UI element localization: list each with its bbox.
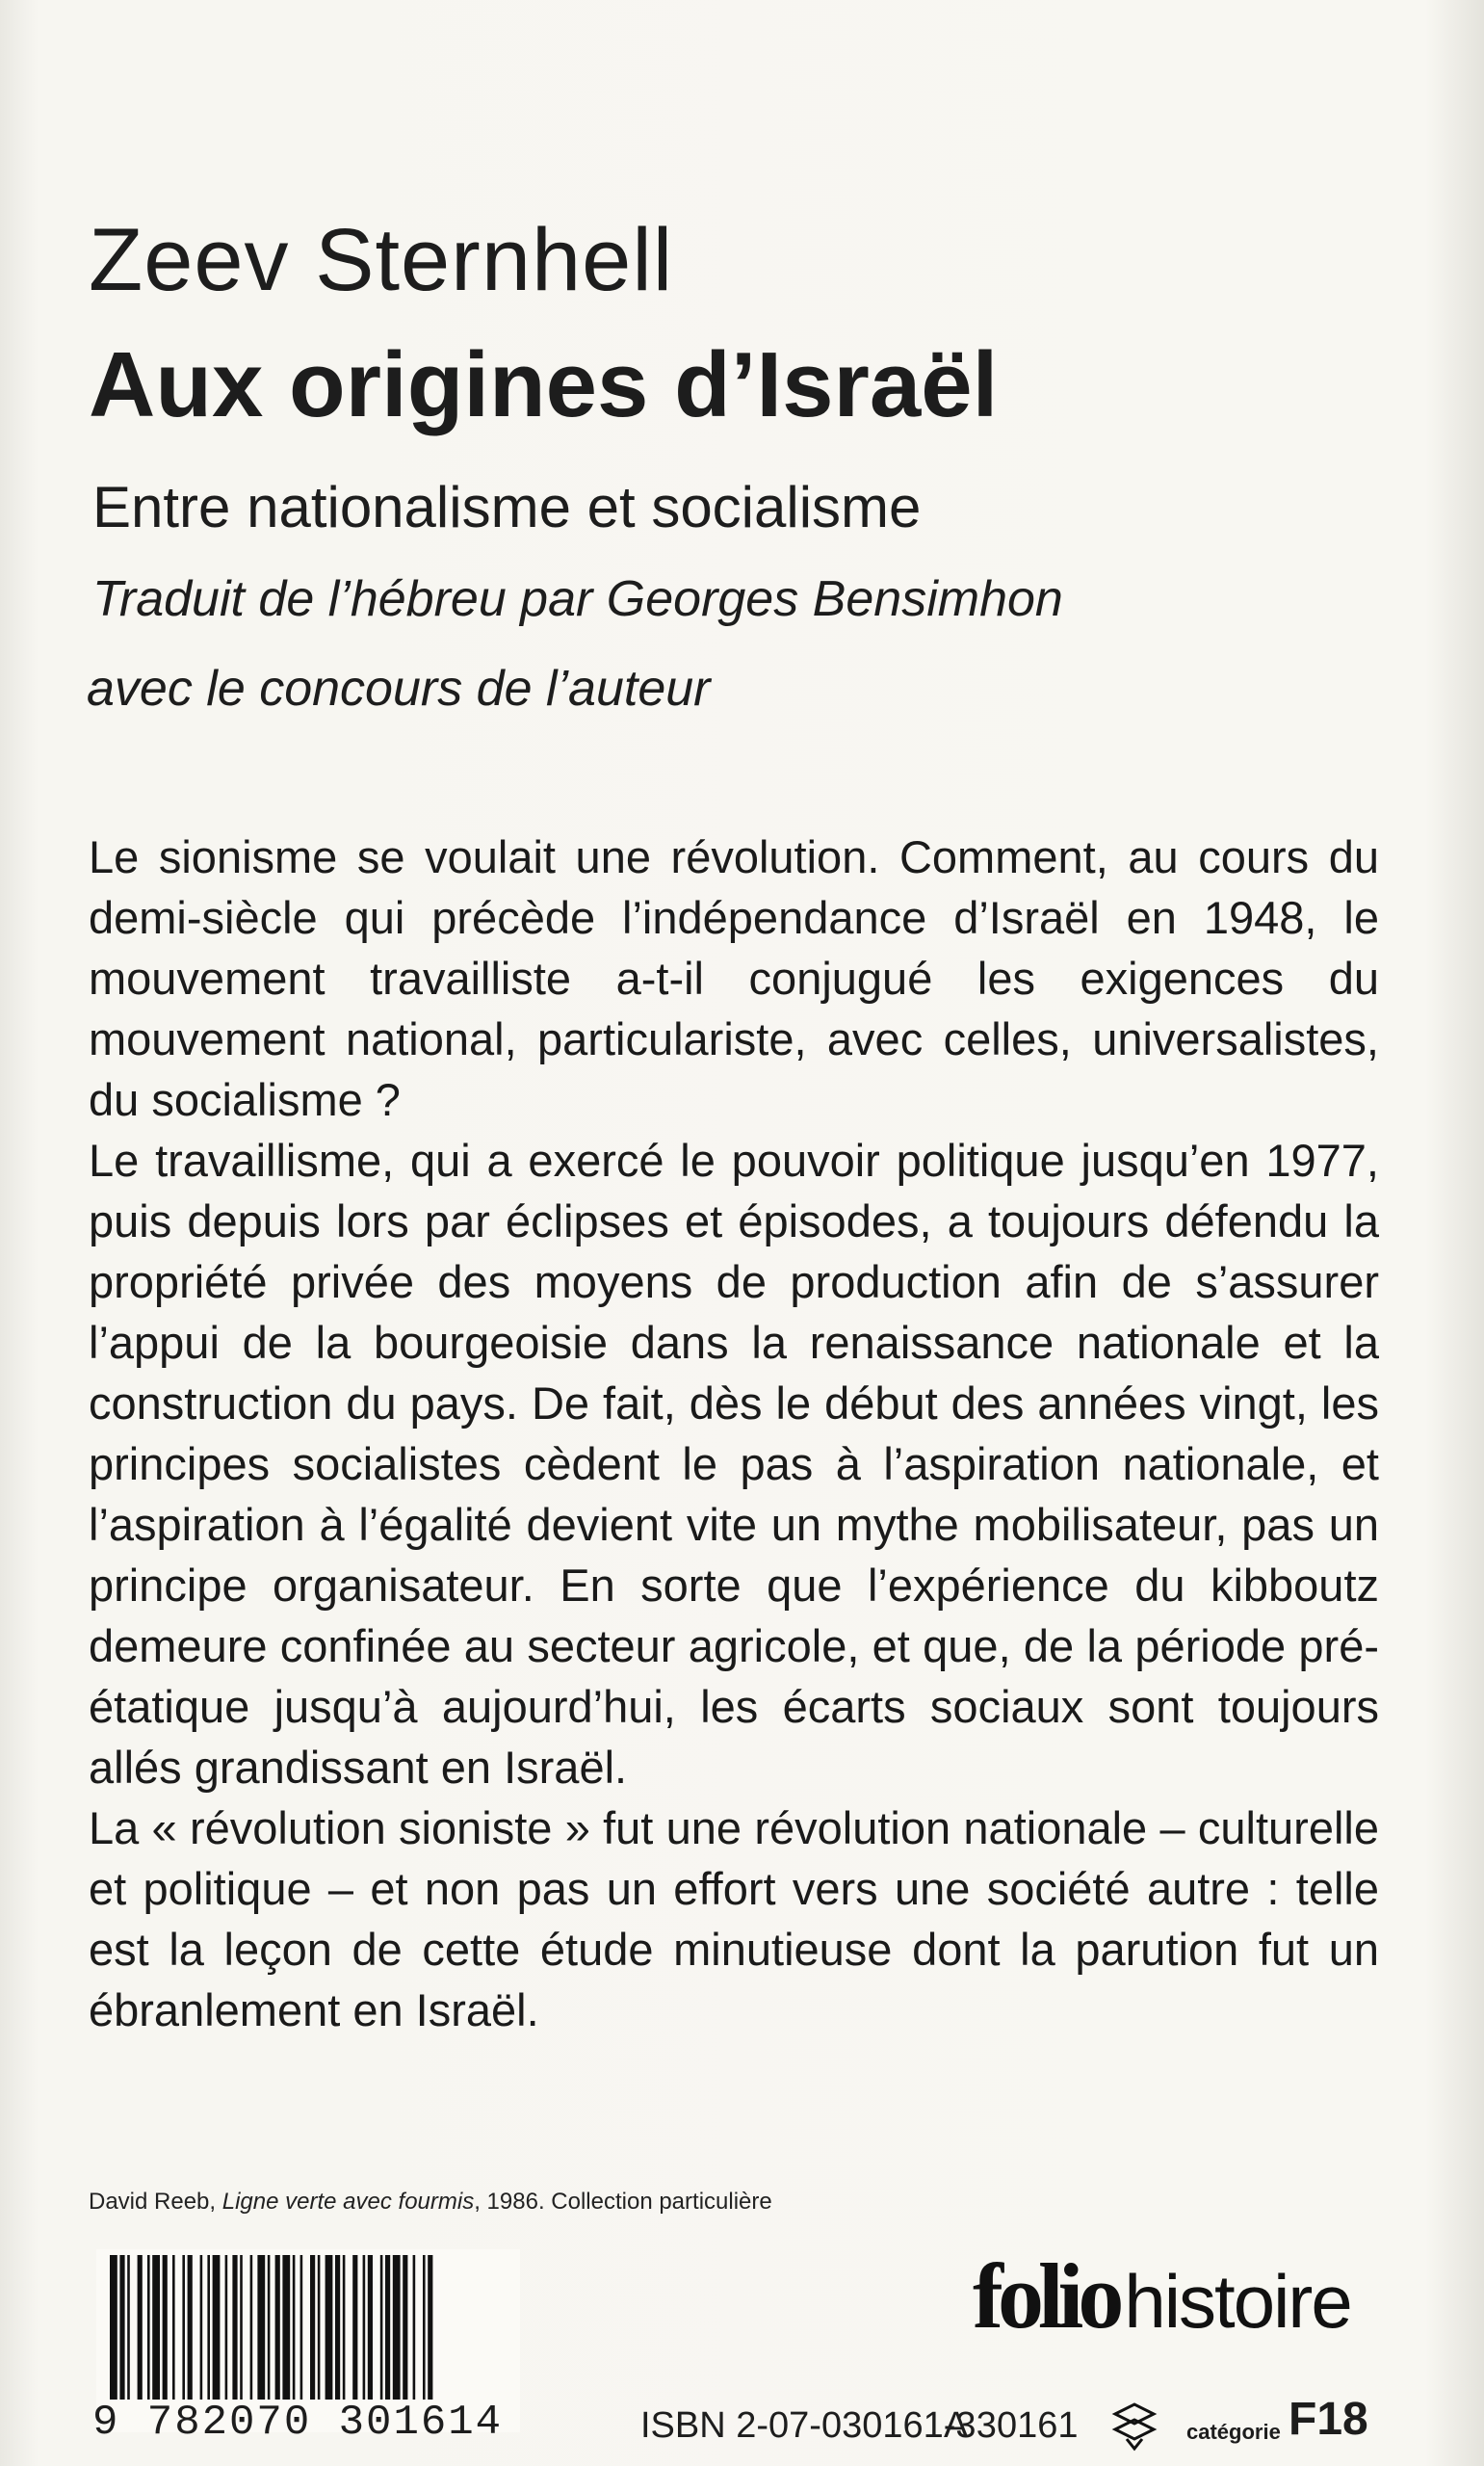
blurb-text bbox=[89, 826, 1379, 2040]
barcode-bar bbox=[385, 2255, 390, 2400]
barcode-bar bbox=[188, 2255, 193, 2400]
barcode-bar bbox=[138, 2255, 143, 2400]
barcode-bar bbox=[325, 2255, 333, 2400]
barcode-bar bbox=[293, 2255, 296, 2400]
barcode-bar bbox=[300, 2255, 303, 2400]
logo-histoire: histoire bbox=[1124, 2259, 1351, 2344]
barcode-bar bbox=[343, 2255, 346, 2400]
translator-line-2: avec le concours de l’auteur bbox=[87, 661, 711, 717]
barcode-bar bbox=[368, 2255, 373, 2400]
blurb-paragraph-2: Le travaillisme, qui a exercé le pouvoir politique jusqu’en 1977, puis depuis lors par éclipses et épisodes, a toujours défendu la propriété privée des moyens de production afin de s’assurer l’appui de la bourgeoisie dans la renaissance nationale et la construction du pays. De fait, dès le début des années vingt, les principes socialistes cèdent le pas à l’aspiration nationale, et l’aspiration à l’égalité devient vite un mythe mobilisateur, pas un principe organisateur. En sorte que l’expérience du kibboutz demeure confinée au secteur agricole, et que, de la période pré-étatique jusqu’à aujourd’hui, les écarts sociaux sont toujours allés grandissant en Israël. bbox=[89, 1135, 1379, 1793]
book-subtitle: Entre nationalisme et socialisme bbox=[92, 475, 922, 539]
gallimard-seal-icon bbox=[1106, 2397, 1163, 2454]
author-name: Zeev Sternhell bbox=[89, 211, 674, 309]
barcode-bar bbox=[119, 2255, 124, 2400]
barcode-bar bbox=[423, 2255, 426, 2400]
translator-line: Traduit de l’hébreu par Georges Bensimhon bbox=[92, 571, 1063, 627]
blurb-paragraph-3: La « révolution sioniste » fut une révolution nationale – culturelle et politique – et non pas un effort vers une société autre : telle est la leçon de cette étude minutieuse dont la parution fut un ébranlement en Israël. bbox=[89, 1802, 1379, 2035]
barcode-bar bbox=[282, 2255, 290, 2400]
credit-collection: , 1986. Collection particulière bbox=[474, 2189, 772, 2215]
barcode-bar bbox=[393, 2255, 401, 2400]
barcode-bar bbox=[268, 2255, 271, 2400]
cover-art-credit bbox=[89, 2189, 772, 2216]
barcode-bar bbox=[335, 2255, 340, 2400]
barcode-bar bbox=[310, 2255, 315, 2400]
barcode-bar bbox=[275, 2255, 280, 2400]
barcode-bar bbox=[380, 2255, 383, 2400]
barcode-bar bbox=[363, 2255, 366, 2400]
barcode-bar bbox=[318, 2255, 321, 2400]
category-code: F18 bbox=[1289, 2394, 1368, 2445]
credit-artist: David Reeb, bbox=[89, 2189, 222, 2215]
barcode-bar bbox=[428, 2255, 432, 2400]
barcode-bar bbox=[163, 2255, 168, 2400]
logo-folio: folio bbox=[973, 2244, 1119, 2348]
barcode-bar bbox=[403, 2255, 407, 2400]
product-code: A 30161 bbox=[944, 2405, 1079, 2446]
barcode-bar bbox=[250, 2255, 253, 2400]
publisher-logo bbox=[973, 2243, 1351, 2349]
book-title: Aux origines d’Israël bbox=[89, 333, 999, 436]
barcode-bar bbox=[207, 2255, 210, 2400]
barcode-bar bbox=[413, 2255, 416, 2400]
barcode-digits: 9 782070 301614 bbox=[92, 2399, 504, 2447]
isbn-number: ISBN 2-07-030161-3 bbox=[640, 2405, 976, 2446]
barcode-bar bbox=[110, 2255, 117, 2400]
barcode-bar bbox=[257, 2255, 265, 2400]
barcode-bar bbox=[200, 2255, 203, 2400]
barcode-bar bbox=[352, 2255, 357, 2400]
credit-work-title: Ligne verte avec fourmis bbox=[221, 2189, 475, 2215]
barcode-bar bbox=[213, 2255, 221, 2400]
barcode-bar bbox=[182, 2255, 185, 2400]
barcode-bar bbox=[225, 2255, 228, 2400]
barcode-bar bbox=[127, 2255, 130, 2400]
barcode-bar bbox=[232, 2255, 237, 2400]
blurb-paragraph-1: Le sionisme se voulait une révolution. Comment, au cours du demi-siècle qui précède l’indépendance d’Israël en 1948, le mouvement travailliste a-t-il conjugué les exigences du mouvement national, particulariste, avec celles, universalistes, du socialisme ? bbox=[89, 831, 1379, 1125]
barcode-bar bbox=[147, 2255, 150, 2400]
barcode-bar bbox=[240, 2255, 243, 2400]
category-label: catégorie bbox=[1186, 2420, 1281, 2444]
barcode-bar bbox=[152, 2255, 160, 2400]
barcode-bar bbox=[172, 2255, 175, 2400]
